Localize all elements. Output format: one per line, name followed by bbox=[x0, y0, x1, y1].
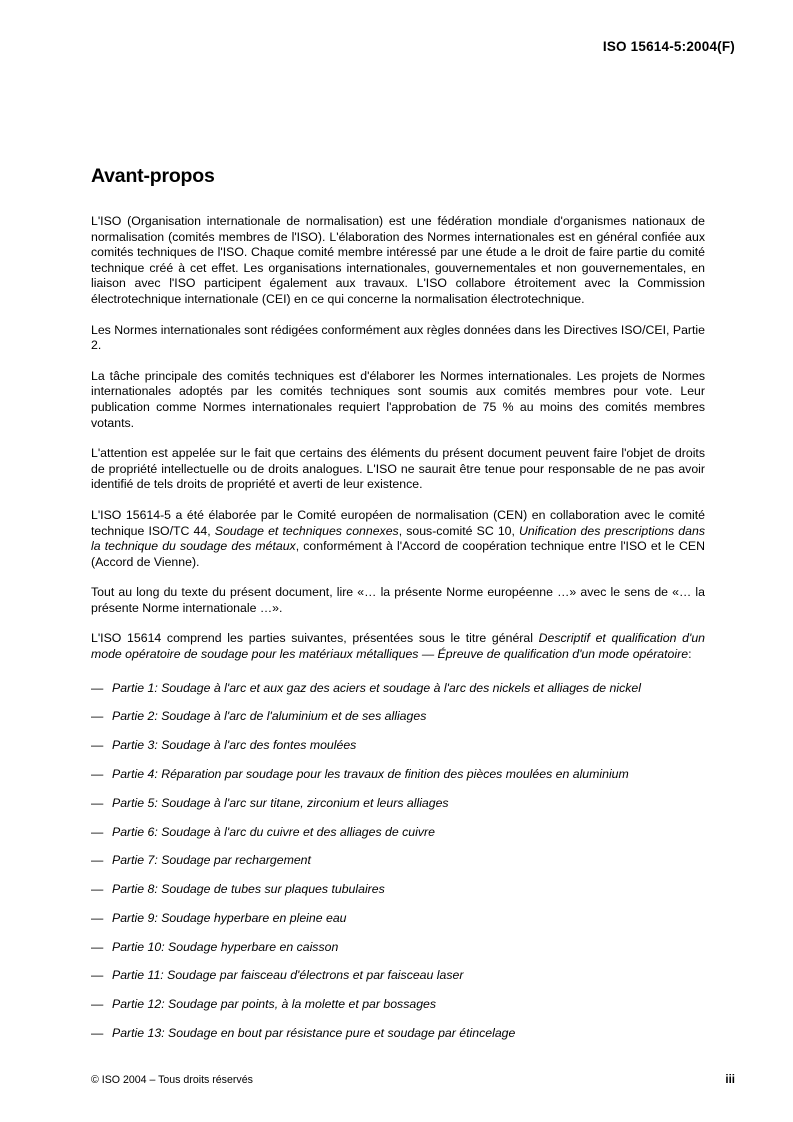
paragraph-iso-introduction: L'ISO (Organisation internationale de normalisation) est une fédération mondiale d'organismes nationaux de normalisation (comités membres de l'ISO). L'élaboration des Normes internationales est en général confiée aux comités techniques de l'ISO. Chaque comité membre intéressé par une étude a le droit de faire partie du comité technique créé à cet effet. Les organisations internationales, gouvernementales et non gouvernementales, en liaison avec l'ISO participent également aux travaux. L'ISO collabore étroitement avec la Commission électrotechnique internationale (CEI) en ce qui concerne la normalisation électrotechnique. bbox=[91, 214, 705, 306]
parts-intro-lead: L'ISO 15614 comprend les parties suivantes, présentées sous le titre général bbox=[91, 631, 539, 646]
list-item-label: Partie 9: Soudage hyperbare en pleine eau bbox=[112, 910, 347, 925]
list-item-label: Partie 11: Soudage par faisceau d'électrons et par faisceau laser bbox=[112, 968, 464, 983]
section-heading-avant-propos: Avant-propos bbox=[91, 165, 215, 187]
list-item-label: Partie 4: Réparation par soudage pour les travaux de finition des pièces moulées en aluminium bbox=[112, 767, 629, 781]
em-dash-bullet: — bbox=[91, 997, 104, 1012]
list-item bbox=[91, 709, 705, 725]
page-footer bbox=[91, 1074, 735, 1090]
list-item-label: Partie 7: Soudage par rechargement bbox=[112, 853, 311, 868]
list-item-label: Partie 13: Soudage en bout par résistance pure et soudage par étincelage bbox=[112, 1026, 516, 1041]
parts-list bbox=[91, 681, 705, 1042]
em-dash-bullet: — bbox=[91, 795, 104, 810]
list-item-label: Partie 12: Soudage par points, à la molette et par bossages bbox=[112, 997, 437, 1012]
list-item-label: Partie 1: Soudage à l'arc et aux gaz des aciers et soudage à l'arc des nickels et alliages de nickel bbox=[112, 680, 641, 695]
list-item bbox=[91, 853, 705, 869]
em-dash-bullet: — bbox=[91, 824, 104, 839]
paragraph-drafting-rules: Les Normes internationales sont rédigées conformément aux règles données dans les Directives ISO/CEI, Partie 2. bbox=[91, 322, 705, 353]
list-item bbox=[91, 940, 705, 956]
paragraph-parts-intro bbox=[91, 631, 705, 662]
paragraph-patent-rights: L'attention est appelée sur le fait que certains des éléments du présent document peuvent faire l'objet de droits de propriété intellectuelle ou de droits analogues. L'ISO ne saurait être tenue pour responsable de ne pas avoir identifié de tels droits de propriété et averti de leur existence. bbox=[91, 446, 705, 492]
list-item bbox=[91, 1026, 705, 1042]
list-item-label: Partie 3: Soudage à l'arc des fontes moulées bbox=[112, 738, 357, 753]
list-item-label: Partie 10: Soudage hyperbare en caisson bbox=[112, 939, 339, 954]
list-item bbox=[91, 681, 705, 697]
list-item bbox=[91, 968, 705, 984]
list-item-label: Partie 5: Soudage à l'arc sur titane, zirconium et leurs alliages bbox=[112, 795, 449, 810]
committee-title-tc44: Soudage et techniques connexes bbox=[214, 523, 399, 538]
list-item bbox=[91, 738, 705, 754]
list-item bbox=[91, 882, 705, 898]
em-dash-bullet: — bbox=[91, 968, 104, 983]
subcommittee-title-sc10: Unification des prescriptions dans la technique du soudage des métaux bbox=[91, 523, 705, 554]
parts-intro-tail: : bbox=[688, 647, 692, 662]
page-content bbox=[91, 165, 705, 1055]
list-item bbox=[91, 911, 705, 927]
list-item bbox=[91, 796, 705, 812]
em-dash-bullet: — bbox=[91, 939, 104, 954]
list-item-label: Partie 8: Soudage de tubes sur plaques tubulaires bbox=[112, 882, 385, 897]
em-dash-bullet: — bbox=[91, 680, 104, 695]
em-dash-bullet: — bbox=[91, 853, 104, 868]
list-item-label: Partie 2: Soudage à l'arc de l'aluminium et de ses alliages bbox=[112, 709, 427, 724]
paragraph-reading-convention: Tout au long du texte du présent document, lire «… la présente Norme européenne …» avec le sens de «… la présente Norme internationale …». bbox=[91, 585, 705, 615]
attribution-text-mid: , sous-comité SC 10, bbox=[398, 523, 520, 538]
em-dash-bullet: — bbox=[91, 1026, 104, 1041]
copyright-notice: © ISO 2004 – Tous droits réservés bbox=[91, 1074, 253, 1086]
em-dash-bullet: — bbox=[91, 767, 104, 781]
general-title-iso15614: Descriptif et qualification d'un mode opératoire de soudage pour les matériaux métalliques — Épreuve de qualification d'un mode opératoire bbox=[91, 631, 705, 662]
page-number: iii bbox=[725, 1074, 735, 1086]
paragraph-committee-task: La tâche principale des comités techniques est d'élaborer les Normes internationales. Les projets de Normes internationales adoptés par les comités techniques sont soumis aux comités membres pour vote. Leur publication comme Normes internationales requiert l'approbation de 75 % au moins des comités membres votants. bbox=[91, 368, 705, 430]
em-dash-bullet: — bbox=[91, 910, 104, 925]
list-item bbox=[91, 767, 705, 783]
list-item bbox=[91, 997, 705, 1013]
em-dash-bullet: — bbox=[91, 882, 104, 897]
list-item-label: Partie 6: Soudage à l'arc du cuivre et des alliages de cuivre bbox=[112, 824, 435, 839]
attribution-text-lead: L'ISO 15614-5 a été élaborée par le Comité européen de normalisation (CEN) en collaboration avec le comité technique ISO/TC 44, bbox=[91, 507, 705, 538]
list-item bbox=[91, 825, 705, 841]
em-dash-bullet: — bbox=[91, 738, 104, 753]
paragraph-committee-attribution bbox=[91, 508, 705, 570]
em-dash-bullet: — bbox=[91, 709, 104, 724]
document-header-reference: ISO 15614-5:2004(F) bbox=[602, 39, 735, 54]
attribution-text-tail: , conformément à l'Accord de coopération technique entre l'ISO et le CEN (Accord de Vienne). bbox=[91, 539, 705, 569]
